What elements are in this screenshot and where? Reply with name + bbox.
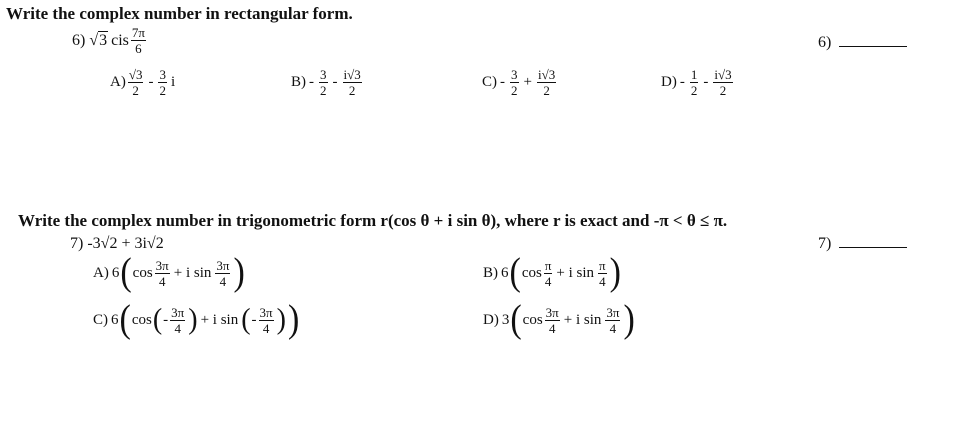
- option-label: A): [93, 264, 109, 281]
- option-label: B): [483, 264, 498, 281]
- option-label: C): [482, 74, 497, 90]
- q6-answer-slot[interactable]: [818, 34, 907, 52]
- q6-answer-blank[interactable]: [839, 34, 907, 47]
- q7-option-d[interactable]: D) 3 ( cos $\frac{3\pi}{4}$ + i sin $\frac{3\pi}{4}$ ): [483, 298, 635, 341]
- q6-answer-label: 6): [818, 34, 832, 51]
- option-label: D): [661, 74, 677, 90]
- option-label: A): [110, 74, 126, 90]
- q6-number: 6): [72, 31, 86, 49]
- q6-option-d[interactable]: D) - $\frac{1}{2}$ - $\frac{i√3}{2}$: [661, 67, 732, 98]
- q7-answer-blank[interactable]: [839, 235, 907, 248]
- q7-answer-label: 7): [818, 235, 832, 252]
- q7-answer-slot[interactable]: [818, 235, 907, 253]
- q6-option-c[interactable]: C) - $\frac{3}{2}$ + $\frac{i√3}{2}$: [482, 67, 556, 98]
- q6-angle-fraction: $\frac{7\pi}{6}$: [131, 25, 145, 56]
- q7-option-a[interactable]: A) 6 ( cos $\frac{3\pi}{4}$ + i sin $\frac{3\pi}{4}$ ): [93, 251, 245, 294]
- q6-problem: [72, 26, 148, 55]
- q6-option-b[interactable]: B) - $\frac{3}{2}$ - $\frac{i√3}{2}$: [291, 67, 361, 98]
- option-label: D): [483, 311, 499, 328]
- q6-option-a[interactable]: A) $\frac{√3}{2}$ - $\frac{3}{2}$ i: [110, 67, 176, 98]
- q7-heading: Write the complex number in trigonometric form r(cos θ + i sin θ), where r is exact and -π < θ ≤ π.: [18, 211, 728, 230]
- option-label: C): [93, 311, 108, 328]
- q7-option-b[interactable]: B) 6 ( cos $\frac{\pi}{4}$ + i sin $\frac{\pi}{4}$ ): [483, 251, 621, 294]
- q7-problem: 7) -3√2 + 3i√2: [70, 235, 164, 252]
- q6-radical: √3: [89, 31, 108, 49]
- option-label: B): [291, 74, 306, 90]
- q7-option-c[interactable]: C) 6 ( cos ( - $\frac{3\pi}{4}$ ) + i sin ( - $\frac{3\pi}{4}$ ) ): [93, 298, 300, 341]
- q6-heading: Write the complex number in rectangular form.: [6, 4, 353, 23]
- q6-cis: cis: [111, 31, 129, 49]
